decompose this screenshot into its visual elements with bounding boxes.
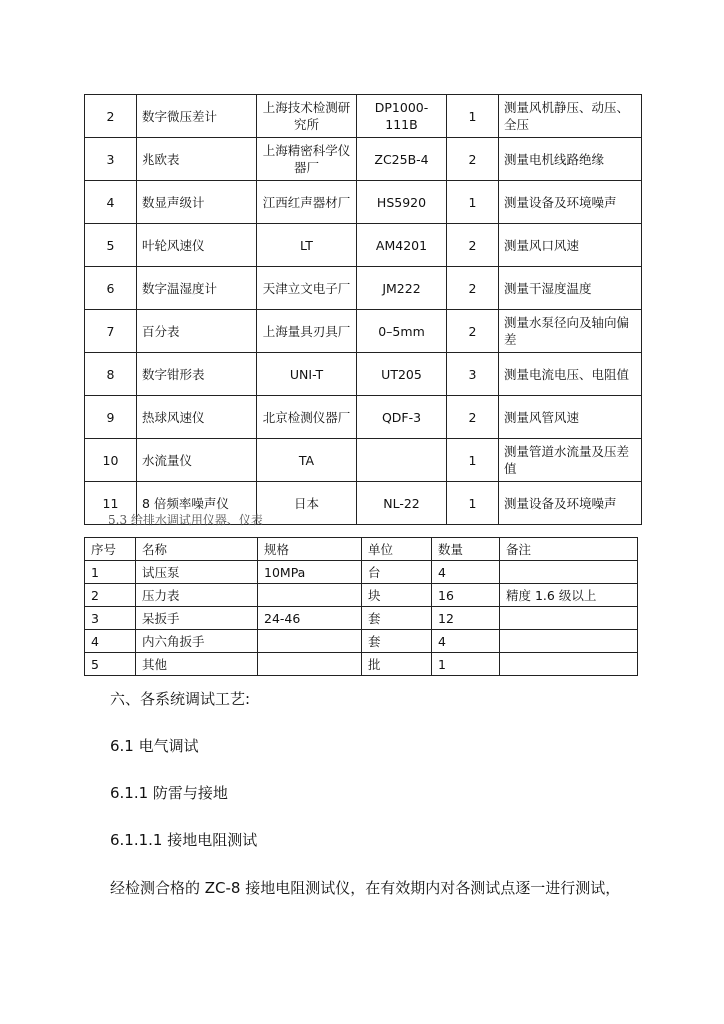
cell-name: 水流量仪 — [137, 439, 257, 482]
table-row — [85, 310, 642, 353]
cell-qty: 2 — [447, 138, 499, 181]
cell-qty: 2 — [447, 396, 499, 439]
cell-model — [357, 439, 447, 482]
table-cell — [500, 630, 638, 653]
cell-purpose: 测量风管风速 — [499, 396, 642, 439]
column-header: 序号 — [85, 538, 136, 561]
table-cell: 1 — [85, 561, 136, 584]
table-cell — [258, 630, 362, 653]
cell-maker: 天津立文电子厂 — [257, 267, 357, 310]
cell-name: 数显声级计 — [137, 181, 257, 224]
cell-name: 数字温湿度计 — [137, 267, 257, 310]
cell-purpose: 测量干湿度温度 — [499, 267, 642, 310]
column-header: 备注 — [500, 538, 638, 561]
table-row — [85, 396, 642, 439]
table-row — [85, 630, 638, 653]
cell-name: 叶轮风速仪 — [137, 224, 257, 267]
table-row — [85, 181, 642, 224]
table-cell — [500, 653, 638, 676]
cell-qty: 2 — [447, 267, 499, 310]
table-row — [85, 267, 642, 310]
table-cell — [258, 653, 362, 676]
body-paragraph: 经检测合格的 ZC-8 接地电阻测试仪，在有效期内对各测试点逐一进行测试， — [110, 879, 621, 897]
cell-name: 百分表 — [137, 310, 257, 353]
cell-purpose: 测量水泵径向及轴向偏差 — [499, 310, 642, 353]
cell-qty: 2 — [447, 224, 499, 267]
table-row — [85, 561, 638, 584]
cell-model: AM4201 — [357, 224, 447, 267]
table-cell: 16 — [432, 584, 500, 607]
section-5-3-caption: 5.3 给排水调试用仪器、仪表 — [108, 513, 263, 527]
table-row — [85, 584, 638, 607]
table-cell: 压力表 — [136, 584, 258, 607]
cell-qty: 1 — [447, 439, 499, 482]
table-cell: 24-46 — [258, 607, 362, 630]
table-cell: 12 — [432, 607, 500, 630]
table-row — [85, 607, 638, 630]
cell-no: 3 — [85, 138, 137, 181]
table-header-row — [85, 538, 638, 561]
cell-no: 9 — [85, 396, 137, 439]
cell-purpose: 测量设备及环境噪声 — [499, 482, 642, 525]
table-row — [85, 138, 642, 181]
table-row — [85, 224, 642, 267]
table-cell — [500, 561, 638, 584]
cell-model: ZC25B-4 — [357, 138, 447, 181]
cell-no: 10 — [85, 439, 137, 482]
heading-section-6: 六、各系统调试工艺: — [110, 690, 251, 708]
table-cell: 套 — [362, 630, 432, 653]
cell-model: NL-22 — [357, 482, 447, 525]
table-cell: 1 — [432, 653, 500, 676]
cell-qty: 1 — [447, 95, 499, 138]
table-cell: 台 — [362, 561, 432, 584]
cell-maker: 江西红声器材厂 — [257, 181, 357, 224]
cell-model: QDF-3 — [357, 396, 447, 439]
table-cell: 块 — [362, 584, 432, 607]
instrument-table — [84, 94, 642, 525]
cell-no: 5 — [85, 224, 137, 267]
cell-model: UT205 — [357, 353, 447, 396]
table-row — [85, 653, 638, 676]
table-cell — [500, 607, 638, 630]
table-row — [85, 353, 642, 396]
table-cell: 呆扳手 — [136, 607, 258, 630]
table-cell: 精度 1.6 级以上 — [500, 584, 638, 607]
cell-purpose: 测量电流电压、电阻值 — [499, 353, 642, 396]
cell-no: 7 — [85, 310, 137, 353]
heading-6-1-1: 6.1.1 防雷与接地 — [110, 784, 228, 802]
cell-model: 0–5mm — [357, 310, 447, 353]
table-cell: 2 — [85, 584, 136, 607]
cell-maker: UNI-T — [257, 353, 357, 396]
table-cell: 试压泵 — [136, 561, 258, 584]
cell-purpose: 测量风口风速 — [499, 224, 642, 267]
column-header: 单位 — [362, 538, 432, 561]
table-cell: 4 — [432, 561, 500, 584]
table-cell: 5 — [85, 653, 136, 676]
cell-purpose: 测量风机静压、动压、全压 — [499, 95, 642, 138]
table-cell: 其他 — [136, 653, 258, 676]
cell-name: 数字钳形表 — [137, 353, 257, 396]
heading-6-1-1-1: 6.1.1.1 接地电阻测试 — [110, 831, 258, 849]
heading-6-1: 6.1 电气调试 — [110, 737, 199, 755]
cell-maker: TA — [257, 439, 357, 482]
cell-no: 6 — [85, 267, 137, 310]
column-header: 规格 — [258, 538, 362, 561]
cell-name: 8 倍频率噪声仪 — [137, 482, 257, 525]
cell-maker: 上海量具刃具厂 — [257, 310, 357, 353]
table-cell: 4 — [432, 630, 500, 653]
cell-maker: 上海技术检测研究所 — [257, 95, 357, 138]
cell-name: 兆欧表 — [137, 138, 257, 181]
cell-name: 数字微压差计 — [137, 95, 257, 138]
cell-maker: LT — [257, 224, 357, 267]
cell-model: HS5920 — [357, 181, 447, 224]
column-header: 数量 — [432, 538, 500, 561]
cell-no: 2 — [85, 95, 137, 138]
table-row — [85, 439, 642, 482]
cell-qty: 1 — [447, 482, 499, 525]
table-cell: 3 — [85, 607, 136, 630]
cell-maker: 上海精密科学仪器厂 — [257, 138, 357, 181]
cell-qty: 3 — [447, 353, 499, 396]
table-cell: 内六角扳手 — [136, 630, 258, 653]
table-cell — [258, 584, 362, 607]
cell-qty: 1 — [447, 181, 499, 224]
table-cell: 批 — [362, 653, 432, 676]
table-cell: 套 — [362, 607, 432, 630]
cell-purpose: 测量设备及环境噪声 — [499, 181, 642, 224]
cell-purpose: 测量电机线路绝缘 — [499, 138, 642, 181]
cell-qty: 2 — [447, 310, 499, 353]
cell-name: 热球风速仪 — [137, 396, 257, 439]
column-header: 名称 — [136, 538, 258, 561]
drainage-instrument-table — [84, 537, 638, 676]
cell-no: 4 — [85, 181, 137, 224]
cell-model: DP1000-111B — [357, 95, 447, 138]
cell-maker: 日本 — [257, 482, 357, 525]
cell-purpose: 测量管道水流量及压差值 — [499, 439, 642, 482]
cell-model: JM222 — [357, 267, 447, 310]
table-cell: 10MPa — [258, 561, 362, 584]
cell-maker: 北京检测仪器厂 — [257, 396, 357, 439]
cell-no: 11 — [85, 482, 137, 525]
cell-no: 8 — [85, 353, 137, 396]
table-row — [85, 95, 642, 138]
table-cell: 4 — [85, 630, 136, 653]
